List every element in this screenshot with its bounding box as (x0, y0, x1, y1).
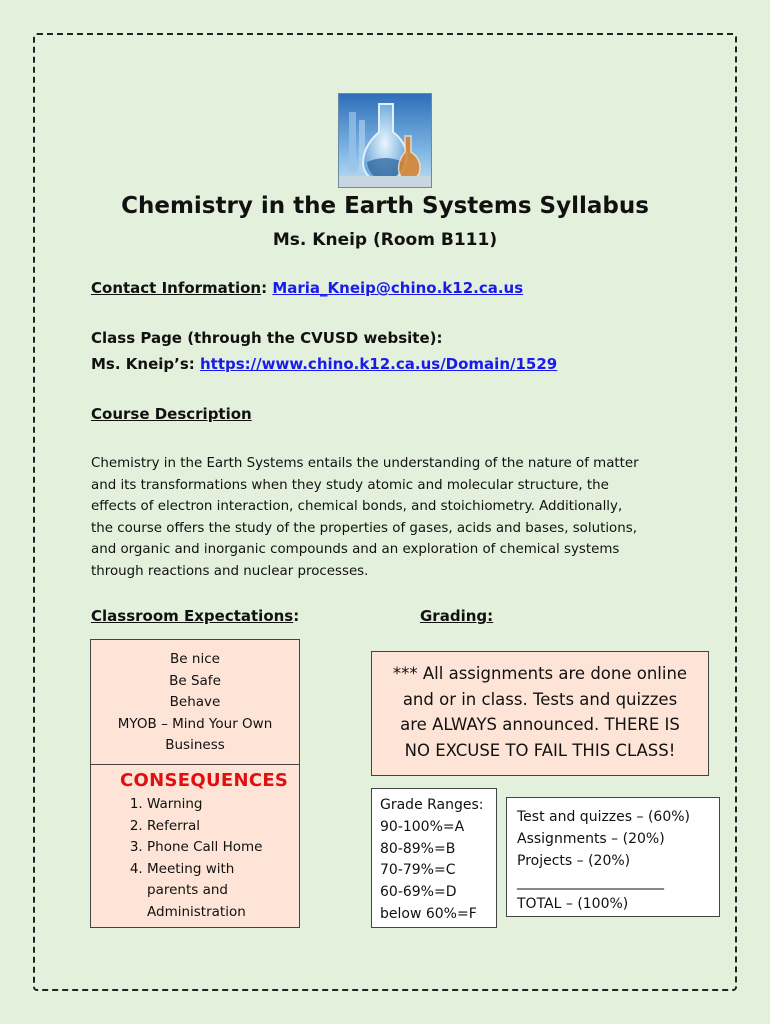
description-line: and its transformations when they study atomic and molecular structure, the (91, 477, 609, 493)
class-page-label: Class Page (through the CVUSD website): (91, 329, 443, 347)
expectations-heading-line (91, 607, 299, 625)
expectation-item: Behave (169, 694, 221, 710)
weight-divider: _____________________ (517, 874, 664, 891)
grade-range-item: 60-69%=D (380, 884, 457, 901)
notice-line: are ALWAYS announced. THERE IS (400, 715, 680, 734)
grade-range-item: 80-89%=B (380, 840, 456, 857)
grade-range-item: 90-100%=A (380, 818, 465, 835)
contact-colon: : (261, 279, 268, 297)
expectation-item: MYOB – Mind Your Own (117, 715, 273, 732)
page-title: Chemistry in the Earth Systems Syllabus (121, 193, 649, 219)
expectation-item: Business (165, 737, 225, 753)
contact-line (91, 279, 523, 297)
notice-line: *** All assignments are done online (392, 664, 688, 683)
grade-ranges-box (371, 788, 497, 928)
course-description-text (91, 453, 691, 583)
notice-line: and or in class. Tests and quizzes (402, 689, 678, 709)
description-line: Chemistry in the Earth Systems entails the understanding of the nature of matter (91, 456, 639, 471)
expectation-item: Be Safe (169, 672, 221, 689)
expectations-colon: : (293, 607, 300, 625)
grade-range-item: below 60%=F (380, 905, 477, 922)
grading-heading: Grading: (420, 607, 494, 625)
description-line: through reactions and nuclear processes. (91, 563, 369, 579)
consequence-item: 2. Referral (147, 816, 272, 838)
weight-item: Assignments – (20%) (517, 830, 665, 847)
description-line: effects of electron interaction, chemical bonds, and stoichiometry. Additionally, (91, 499, 623, 515)
description-line: and organic and inorganic compounds and an exploration of chemical systems (91, 542, 620, 558)
flask-illustration (339, 94, 432, 188)
consequences-heading: CONSEQUENCES (120, 770, 289, 791)
consequences-box (90, 764, 300, 928)
grade-range-item: 70-79%=C (380, 862, 456, 879)
expectations-box (90, 639, 300, 765)
notice-line: NO EXCUSE TO FAIL THIS CLASS! (404, 740, 676, 760)
consequence-item: 4. Meeting with parents and Administration (147, 859, 272, 924)
consequences-list (121, 794, 272, 923)
teacher-room: Ms. Kneip (Room B111) (272, 230, 498, 250)
email-link[interactable]: Maria_Kneip@chino.k12.ca.us (272, 279, 524, 297)
contact-label: Contact Information (91, 279, 262, 297)
class-page-line (91, 355, 557, 373)
consequence-item: 1. Warning (147, 794, 272, 816)
grading-notice-box (371, 651, 709, 776)
expectation-item: Be nice (170, 651, 220, 667)
weight-total: TOTAL – (100%) (517, 896, 629, 913)
expectations-heading: Classroom Expectations (91, 607, 294, 625)
grade-weights-box (506, 797, 720, 917)
weight-item: Test and quizzes – (60%) (517, 809, 691, 825)
grade-range-item: Grade Ranges: (380, 797, 484, 813)
consequence-item: 3. Phone Call Home (147, 837, 272, 859)
description-line: the course offers the study of the properties of gases, acids and bases, solutions, (91, 520, 637, 536)
class-page-link[interactable]: https://www.chino.k12.ca.us/Domain/1529 (199, 355, 558, 373)
class-page-prefix: Ms. Kneip’s: (91, 355, 200, 373)
course-description-heading: Course Description (91, 405, 252, 423)
chemistry-flasks-image (338, 93, 432, 188)
weight-item: Projects – (20%) (517, 852, 631, 869)
